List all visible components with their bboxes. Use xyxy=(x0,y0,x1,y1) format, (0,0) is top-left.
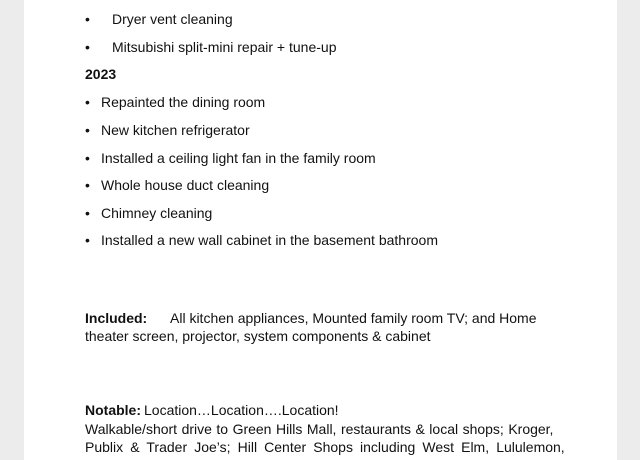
bullet-icon: • xyxy=(85,232,90,248)
notable-text-line1: Walkable/short drive to Green Hills Mall, restaurants & local shops; Kroger, xyxy=(85,421,554,437)
list-item: Chimney cleaning xyxy=(101,205,213,221)
notable-headline: Location…Location….Location! xyxy=(144,402,339,418)
bullet-icon: • xyxy=(85,122,90,138)
list-item: New kitchen refrigerator xyxy=(101,122,250,138)
included-text-line1: All kitchen appliances, Mounted family room TV; and Home xyxy=(170,310,537,326)
list-item: Installed a new wall cabinet in the basement bathroom xyxy=(101,232,438,248)
year-heading-2023: 2023 xyxy=(85,66,117,82)
notable-text-line2: Publix & Trader Joe’s; Hill Center Shops including West Elm, Lululemon, xyxy=(85,439,565,455)
bullet-icon: • xyxy=(85,150,90,166)
list-item: Whole house duct cleaning xyxy=(101,177,270,193)
bullet-icon: • xyxy=(85,94,90,110)
document-page xyxy=(24,0,617,460)
bullet-icon: • xyxy=(85,11,90,27)
bullet-icon: • xyxy=(85,177,90,193)
notable-label: Notable: xyxy=(85,402,141,418)
included-text-line2: theater screen, projector, system components & cabinet xyxy=(85,328,431,344)
list-item: Repainted the dining room xyxy=(101,94,266,110)
bullet-icon: • xyxy=(85,205,90,221)
list-item: Installed a ceiling light fan in the family room xyxy=(101,150,376,166)
included-label: Included: xyxy=(85,310,148,326)
list-item: Dryer vent cleaning xyxy=(112,11,233,27)
list-item: Mitsubishi split-mini repair + tune-up xyxy=(112,39,337,55)
bullet-icon: • xyxy=(85,39,90,55)
